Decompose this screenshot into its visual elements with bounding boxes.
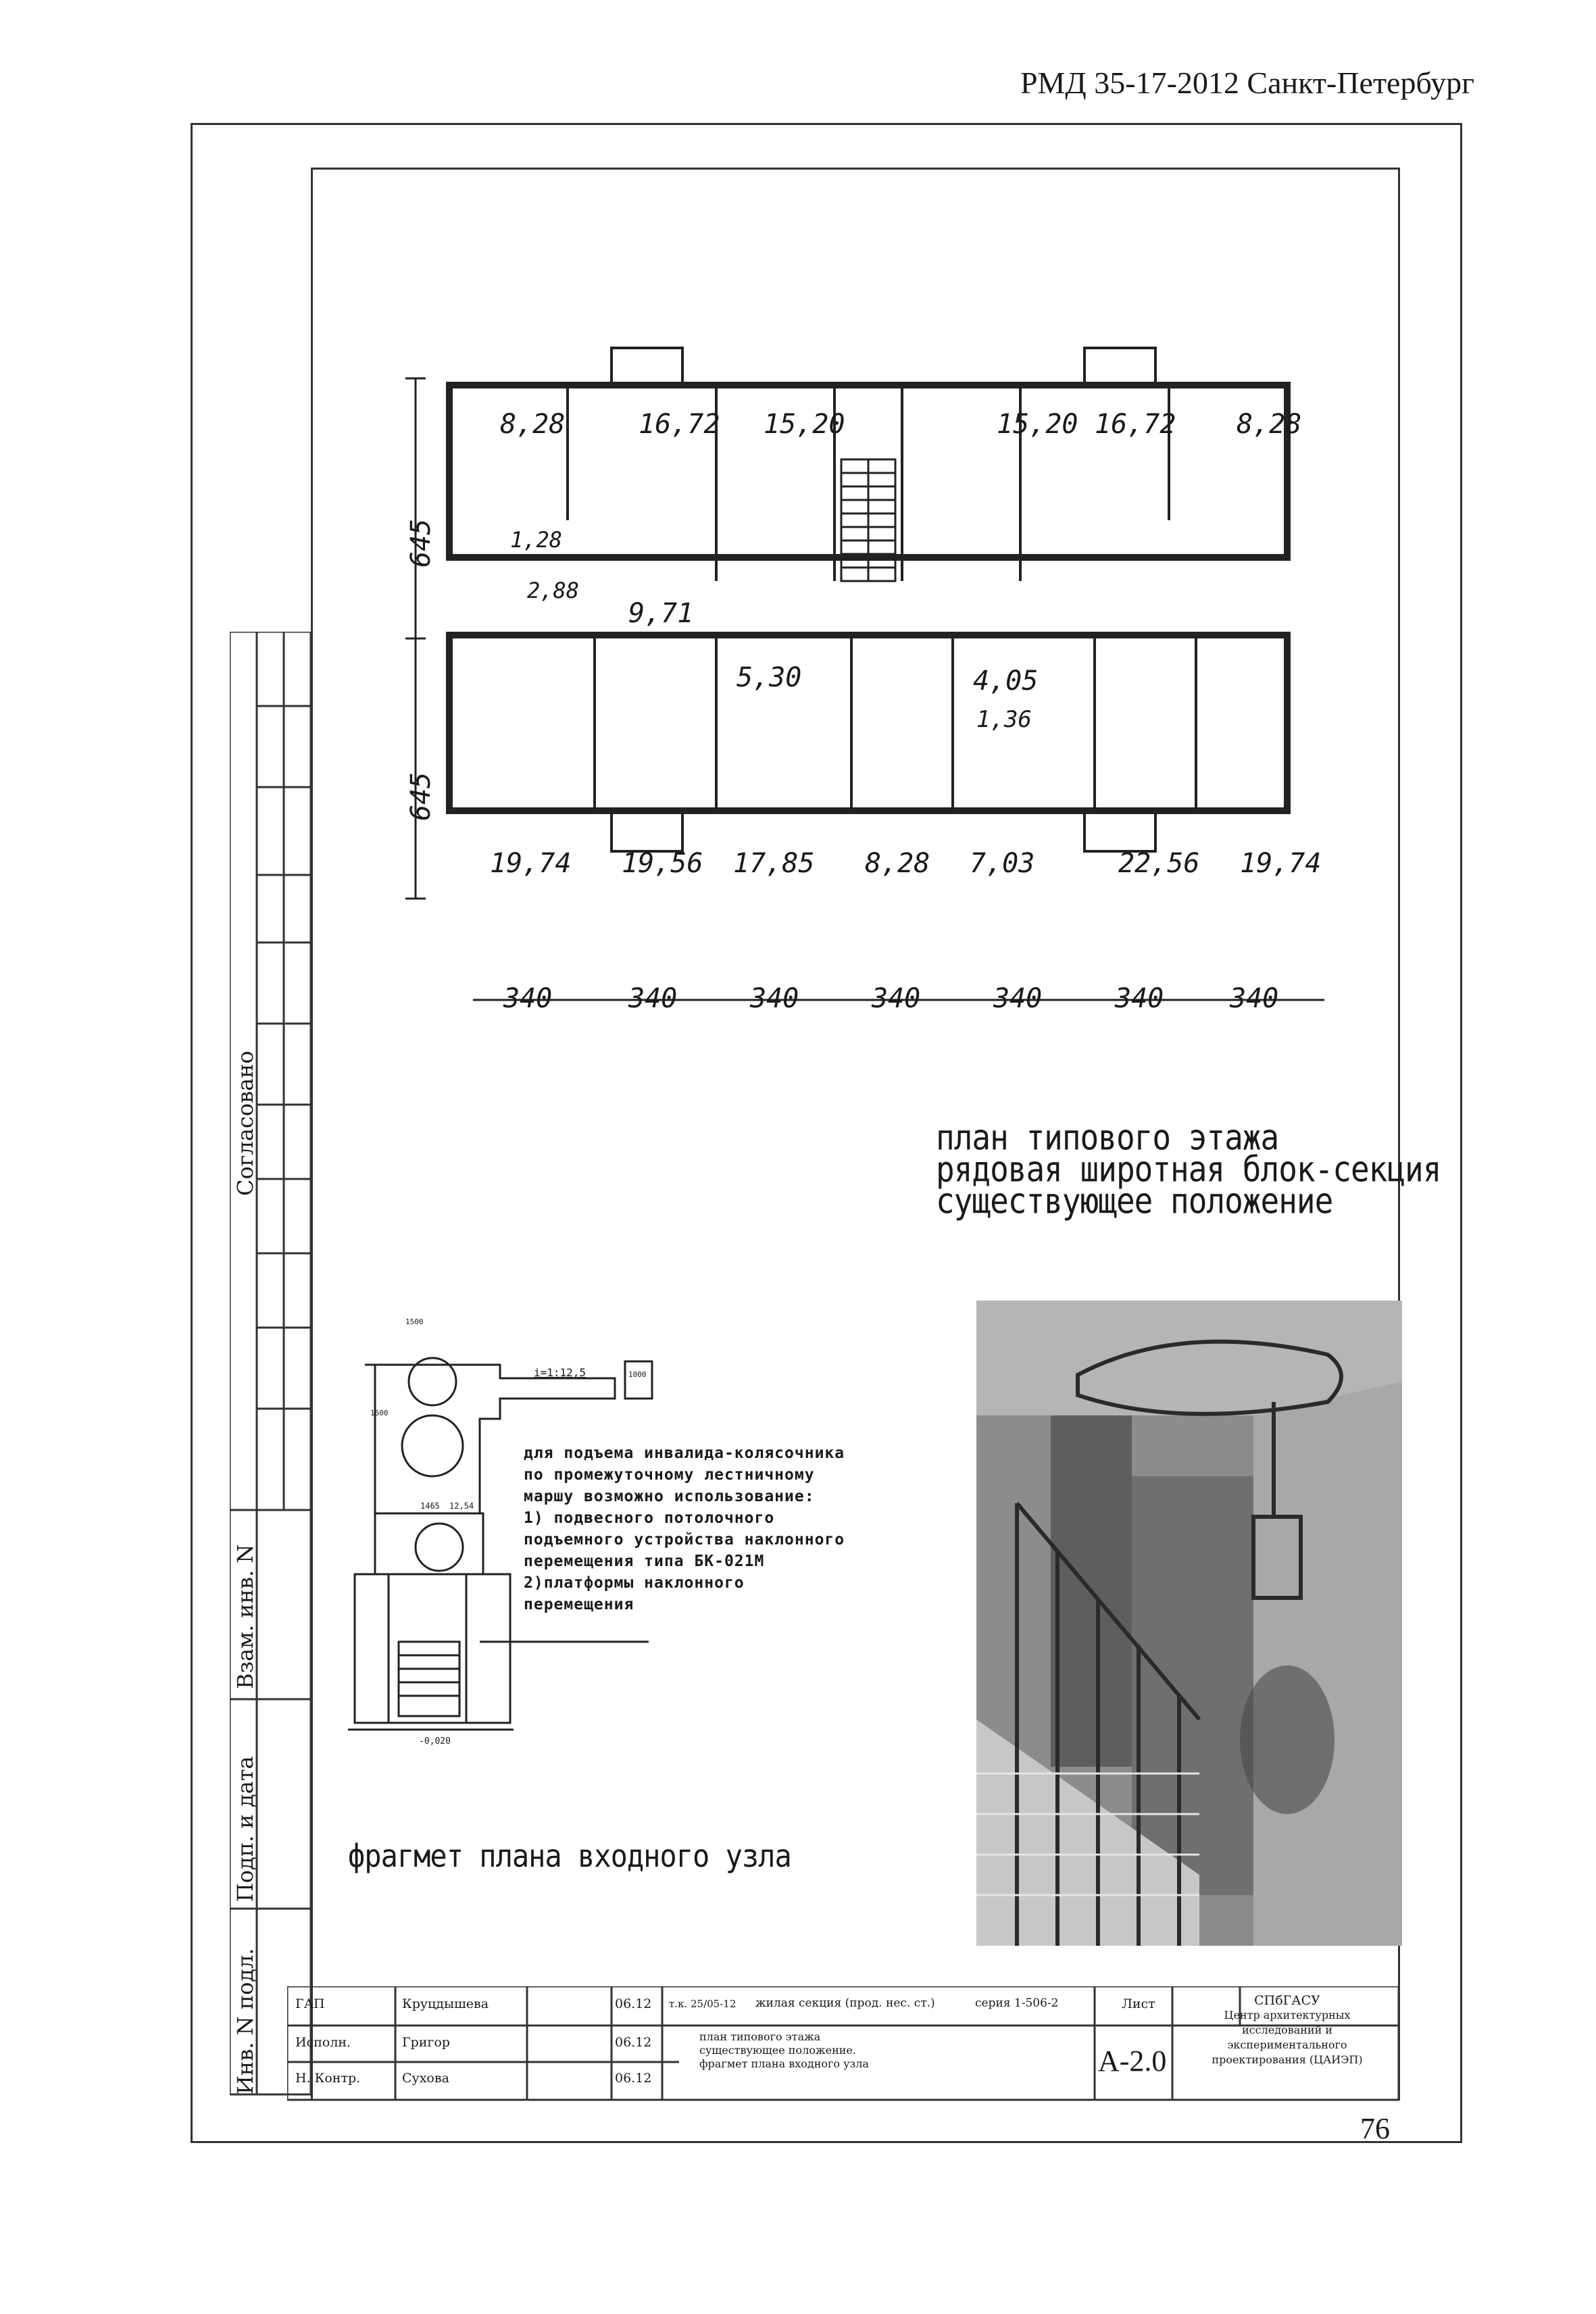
- project-code: т.к. 25/05-12: [669, 1998, 737, 2010]
- note-line: перемещения: [524, 1596, 634, 1613]
- corridor-area-label: 9,71: [628, 598, 694, 629]
- title-block-name: Круцдышева: [402, 1996, 489, 2011]
- title-block-date: 06.12: [615, 2035, 652, 2050]
- title-block-name: Сухова: [402, 2071, 449, 2086]
- org-line: исследований и: [1242, 2023, 1332, 2036]
- note-line: перемещения типа БК-021М: [524, 1553, 765, 1570]
- room-area-label: 8,28: [500, 409, 566, 440]
- horizontal-dimension: 340: [503, 983, 553, 1014]
- room-area-label: 8,28: [1237, 409, 1302, 440]
- typical-floor-plan: [392, 338, 1358, 1054]
- title-block-date: 06.12: [615, 2071, 652, 2086]
- sheet-label: Лист: [1122, 1996, 1155, 2011]
- horizontal-dimension: 340: [1115, 983, 1164, 1014]
- original-inventory-label: Инв. N подл.: [232, 1948, 258, 2094]
- org-line: Центр архитектурных: [1224, 2009, 1351, 2021]
- staircase-photo: [976, 1301, 1402, 1946]
- title-block-role: ГАП: [295, 1996, 325, 2011]
- description-line: фрагмет плана входного узла: [699, 2057, 869, 2070]
- horizontal-dimension: 340: [993, 983, 1043, 1014]
- title-block-name: Григор: [402, 2035, 450, 2050]
- agreed-label: Согласовано: [232, 1051, 258, 1196]
- caption-line: существующее положение: [936, 1180, 1333, 1222]
- fragment-dimension: 1600: [370, 1409, 389, 1417]
- vertical-dimension: 645: [405, 772, 437, 821]
- series-label: серия 1-506-2: [975, 1996, 1059, 2010]
- horizontal-dimension: 340: [628, 983, 678, 1014]
- caption-line: рядовая широтная блок-секция: [936, 1149, 1441, 1190]
- staircase-photo-image: [976, 1301, 1402, 1946]
- horizontal-dimension: 340: [750, 983, 799, 1014]
- title-block-role: Исполн.: [295, 2035, 351, 2050]
- room-area-label: 16,72: [639, 409, 720, 440]
- note-line: подъемного устройства наклонного: [524, 1531, 845, 1549]
- org-line: проектирования (ЦАИЭП): [1212, 2053, 1363, 2066]
- level-mark: -0,020: [419, 1736, 451, 1746]
- room-area-label: 17,85: [733, 848, 815, 879]
- description-line: план типового этажа: [699, 2030, 821, 2043]
- corridor-area-label: 5,30: [737, 662, 802, 693]
- signature-date-label: Подп. и дата: [232, 1756, 258, 1902]
- swap-inventory-label: Взам. инв. N: [232, 1544, 258, 1689]
- fragment-dimension: 1000: [628, 1370, 647, 1379]
- note-line: маршу возможно использование:: [524, 1488, 815, 1505]
- floor-plan-caption: [936, 1117, 1441, 1222]
- title-block-date: 06.12: [615, 1996, 652, 2011]
- fragment-dimension: 1465: [420, 1501, 440, 1511]
- room-area-label: 19,56: [622, 848, 703, 879]
- room-area-label: 22,56: [1118, 848, 1200, 879]
- horizontal-dimension: 340: [1230, 983, 1279, 1014]
- org-line: экспериментального: [1227, 2038, 1347, 2051]
- page-number: 76: [1360, 2112, 1390, 2145]
- room-area-label: 16,72: [1095, 409, 1176, 440]
- fragment-dimension: 1500: [405, 1317, 424, 1326]
- org-line: СПбГАСУ: [1254, 1993, 1320, 2008]
- ramp-slope-label: i=1:12,5: [534, 1366, 587, 1379]
- note-line: 1) подвесного потолочного: [524, 1509, 775, 1527]
- room-area-label: 2,88: [527, 578, 580, 603]
- corridor-area-label: 1,36: [976, 706, 1032, 733]
- description-line: существующее положение.: [699, 2044, 856, 2057]
- fragment-dimension: 12,54: [449, 1501, 474, 1511]
- room-area-label: 7,03: [970, 848, 1035, 879]
- note-line: 2)платформы наклонного: [524, 1574, 745, 1592]
- organization-block: [1179, 1993, 1395, 2067]
- title-block-role: Н. Контр.: [295, 2071, 361, 2086]
- caption-line: план типового этажа: [936, 1117, 1279, 1158]
- note-line: по промежуточному лестничному: [524, 1466, 815, 1484]
- wheelchair-lift-note: [524, 1442, 936, 1615]
- room-area-label: 1,28: [510, 527, 563, 553]
- note-line: для подъема инвалида-колясочника: [524, 1444, 845, 1462]
- room-area-label: 15,20: [997, 409, 1078, 440]
- room-area-label: 19,74: [490, 848, 572, 879]
- corridor-area-label: 4,05: [973, 665, 1039, 697]
- vertical-dimension: 645: [405, 518, 437, 568]
- room-area-label: 15,20: [764, 409, 845, 440]
- room-area-label: 8,28: [865, 848, 930, 879]
- fragment-caption: фрагмет плана входного узла: [348, 1838, 791, 1874]
- horizontal-dimension: 340: [872, 983, 921, 1014]
- sheet-number: А-2.0: [1098, 2044, 1167, 2078]
- sheet-description: [699, 2030, 889, 2071]
- document-header-title: РМД 35-17-2012 Санкт-Петербург: [1020, 66, 1474, 100]
- room-area-label: 19,74: [1240, 848, 1322, 879]
- project-title: жилая секция (прод. нес. ст.): [755, 1996, 935, 2010]
